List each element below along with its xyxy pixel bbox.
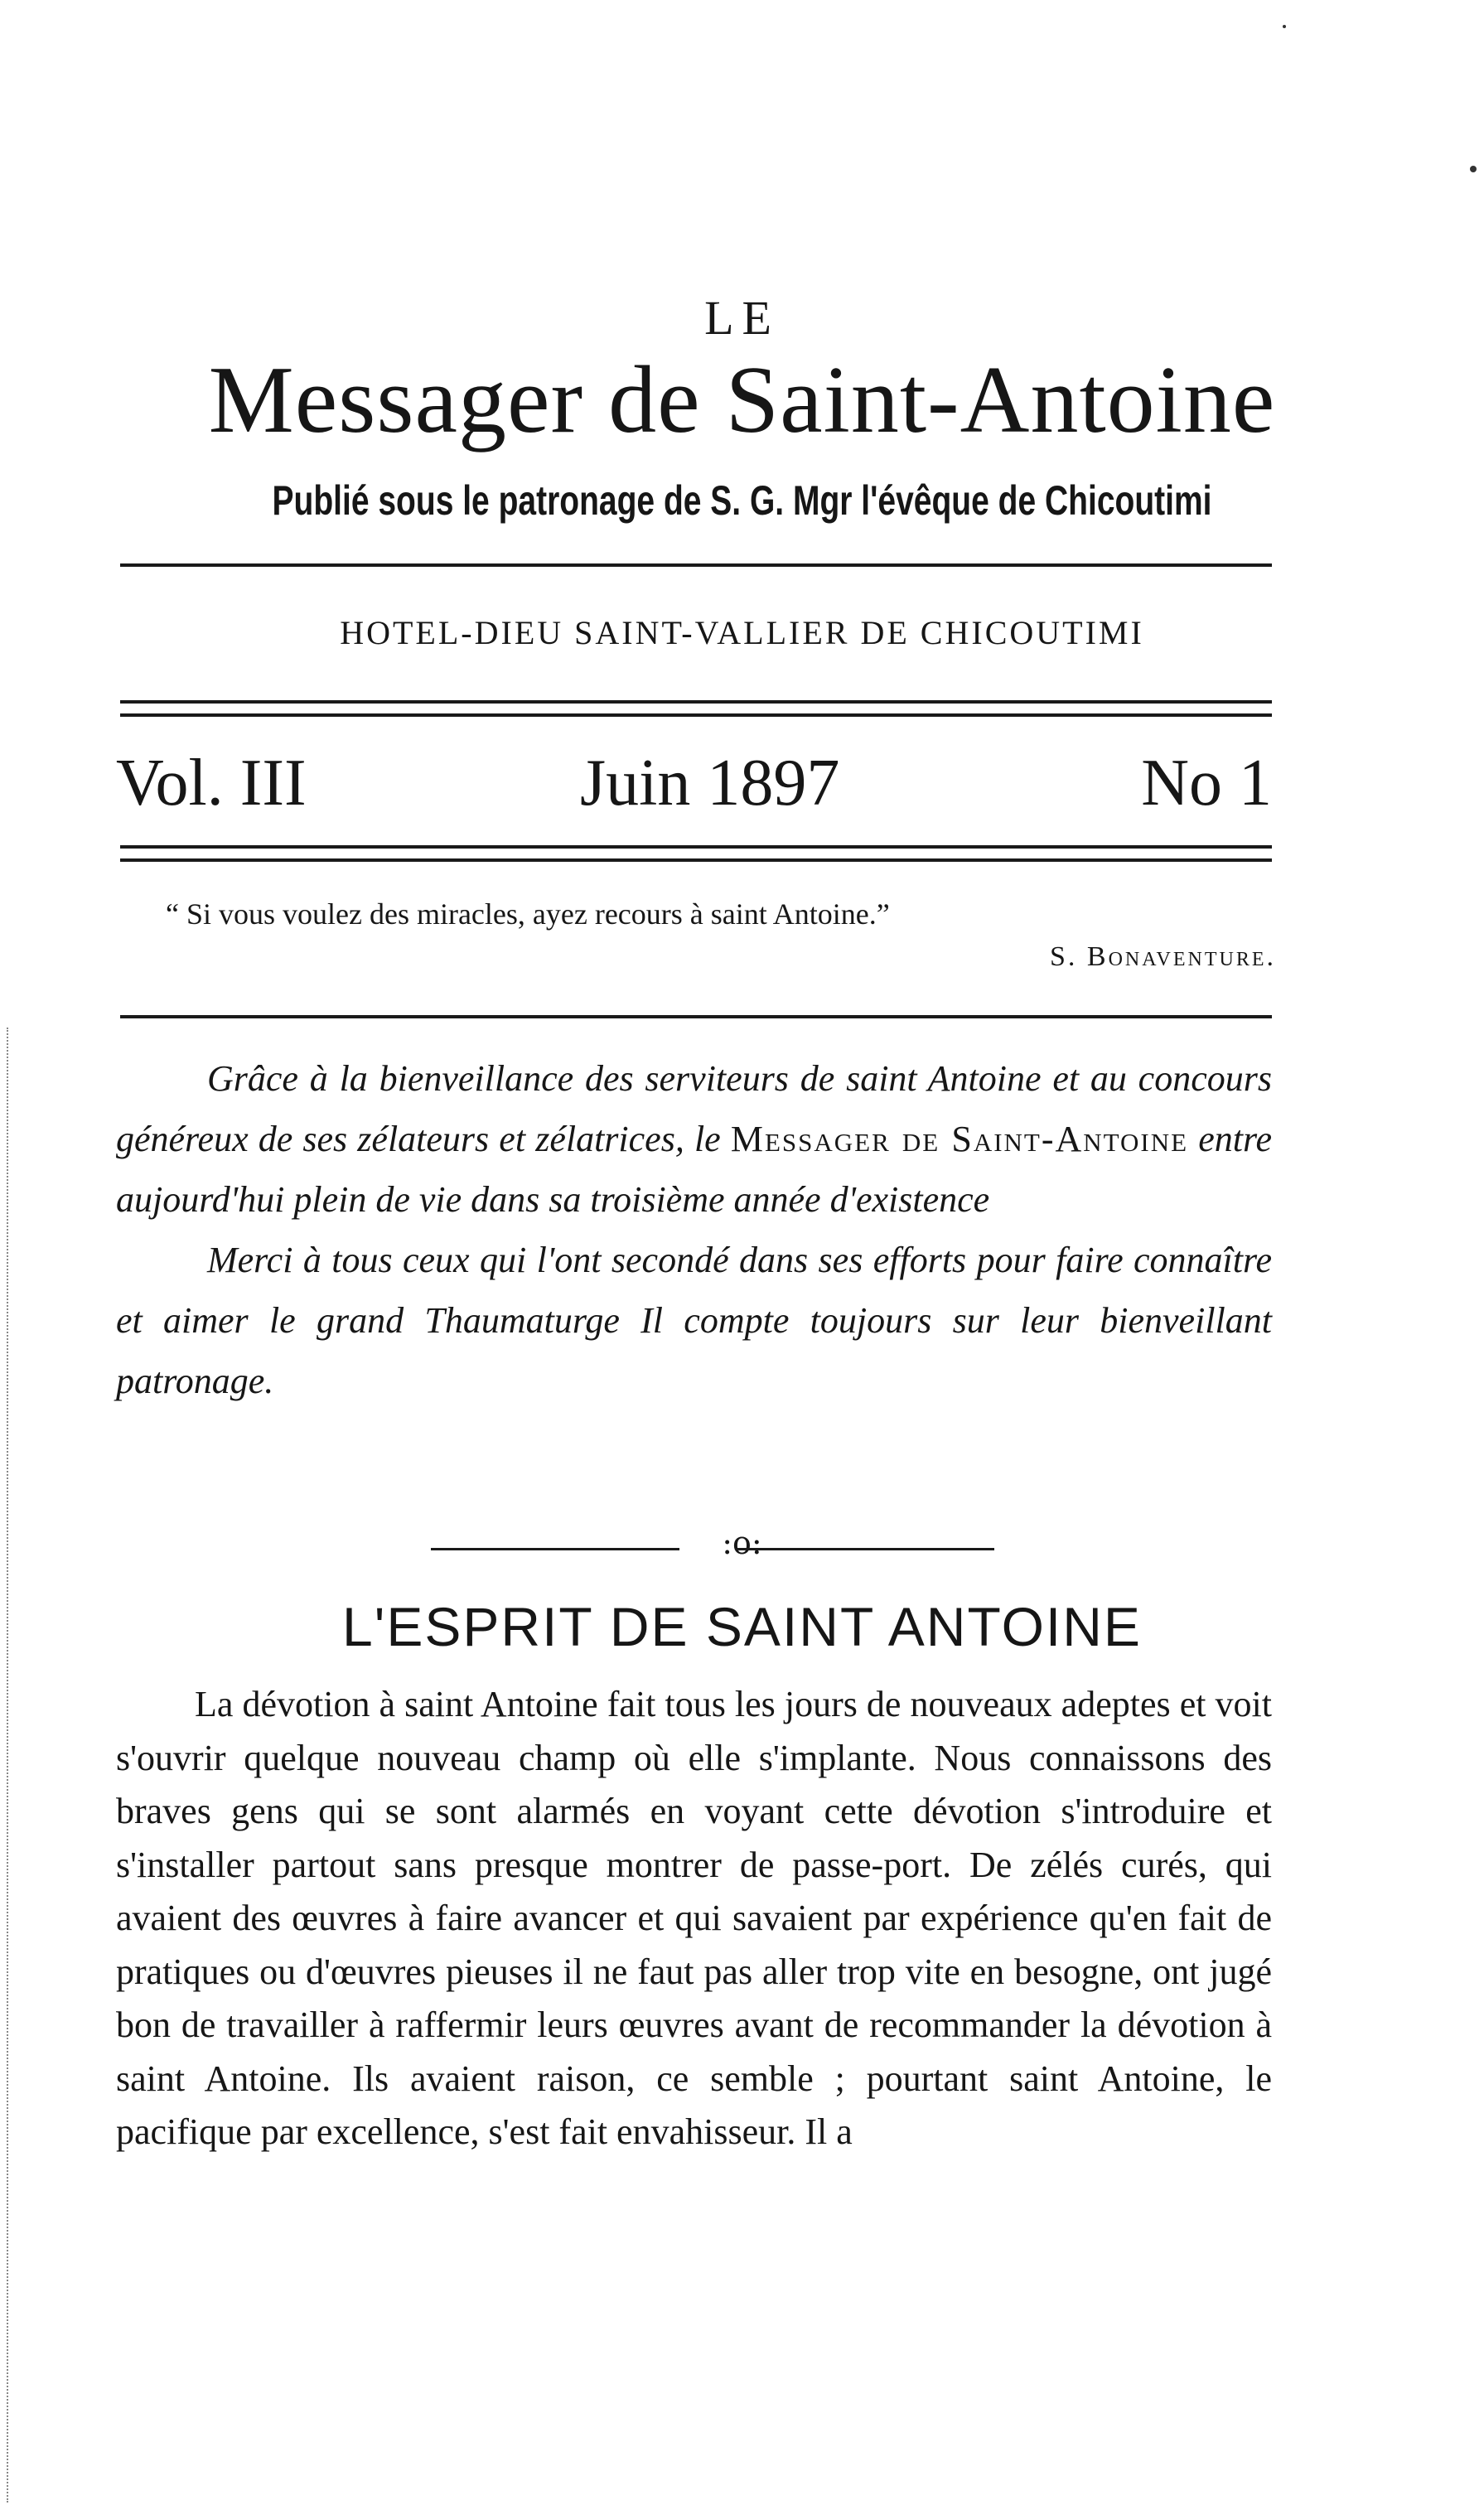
article-title: L'ESPRIT DE SAINT ANTOINE xyxy=(342,1596,1142,1657)
journal-title: Messager de Saint-Antoine xyxy=(208,347,1276,453)
intro-paragraph: Merci à tous ceux qui l'ont secondé dans ses efforts pour faire connaître et aimer le grand Thaumaturge Il compte toujours sur leur bienveillant patronage. xyxy=(116,1240,1272,1401)
epigraph-rule xyxy=(120,1015,1272,1018)
issue-volume: Vol. III xyxy=(116,747,307,820)
issue-number: No 1 xyxy=(1141,747,1272,820)
intro-block xyxy=(116,1048,1272,1411)
intro-text: entre aujourd'hui plein de vie dans sa troisième année d'existence xyxy=(116,1119,1272,1220)
masthead-article: LE xyxy=(704,291,780,345)
publisher-line: HOTEL-DIEU SAINT-VALLIER DE CHICOUTIMI xyxy=(340,614,1144,651)
print-speck xyxy=(1470,166,1477,172)
issue-date: Juin 1897 xyxy=(580,747,840,820)
journal-subtitle: Publié sous le patronage de S. G. Mgr l'évêque de Chicoutimi xyxy=(272,477,1212,524)
epigraph-author: S. Bonaventure. xyxy=(1050,941,1276,972)
journal-name: Messager de Saint-Antoine xyxy=(730,1119,1189,1159)
separator-mark: :o: xyxy=(722,1525,762,1561)
epigraph-quote: “ Si vous voulez des miracles, ayez recours à saint Antoine.” xyxy=(166,897,890,931)
issue-bottom-double-rule xyxy=(120,845,1272,862)
article-paragraph: La dévotion à saint Antoine fait tous les jours de nouveaux adeptes et voit s'ouvrir quelque nouveau champ où elle s'implante. Nous connaissons des braves gens qui se sont alarmés en voyant cette dévotion s'introduire et s'installer partout sans presque montrer de passe-port. De zélés curés, qui avaient des œuvres à faire avancer et qui savaient par expérience qu'en fait de pratiques ou d'œuvres pieuses il ne faut pas aller trop vite en besogne, ont jugé bon de travailler à raffermir leurs œuvres avant de recommander la dévotion à saint Antoine. Ils avaient raison, ce semble ; pourtant saint Antoine, le pacifique par excellence, s'est fait envahisseur. Il a xyxy=(116,1684,1272,2152)
masthead-rule xyxy=(120,563,1272,567)
article-body xyxy=(116,1678,1272,2159)
intro-paragraph xyxy=(116,1048,1272,1230)
intro-text: Grâce à la bienveillance des serviteurs de saint Antoine et au concours généreux de ses zélateurs et zélatrices, le xyxy=(116,1058,1272,1159)
separator-line-right xyxy=(737,1548,994,1550)
margin-dots xyxy=(7,1028,13,2503)
issue-top-double-rule xyxy=(120,700,1272,717)
print-speck xyxy=(1283,25,1286,28)
